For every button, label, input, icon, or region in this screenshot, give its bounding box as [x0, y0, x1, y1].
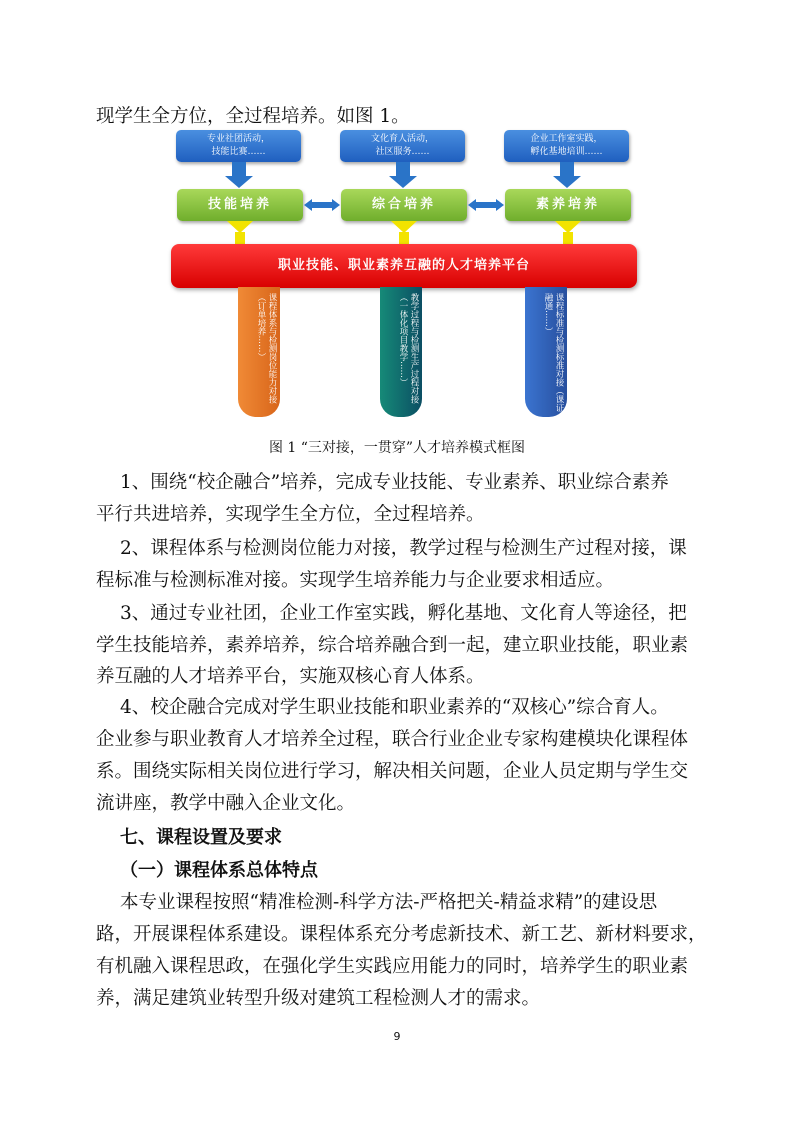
para3-line: 养互融的人才培养平台，实施双核心育人体系。	[96, 666, 485, 687]
para1-line: 平行共进培养，实现学生全方位，全过程培养。	[96, 504, 485, 525]
page-number: 9	[393, 1030, 401, 1043]
activity-text: 企业工作室实践， 孵化基地培训……	[530, 134, 603, 157]
skill-training-box: 技能培养	[177, 189, 303, 221]
para2-line: 2、课程体系与检测岗位能力对接，教学过程与检测生产过程对接，课	[120, 538, 687, 559]
down-arrow-icon	[396, 162, 410, 176]
comprehensive-training-box: 综合培养	[341, 189, 467, 221]
down-arrow-icon	[232, 162, 246, 176]
para1-line: 1、围绕“校企融合”培养，完成专业技能、专业素养、职业综合素养	[120, 472, 669, 493]
activity-text: 专业社团活动， 技能比赛……	[206, 134, 270, 157]
down-arrow-icon	[560, 162, 574, 176]
para5-line: 养，满足建筑业转型升级对建筑工程检测人才的需求。	[96, 988, 541, 1009]
pillar-text: 教学过程与检测生产过程对接（一体化项目教学……）	[398, 293, 419, 404]
pillar-text: 课程体系与检测岗位能力对接（订单培养……）	[256, 293, 277, 404]
pillar-teaching-process	[380, 287, 422, 417]
para4-line: 4、校企融合完成对学生职业技能和职业素养的“双核心”综合育人。	[120, 697, 669, 718]
intro-line: 现学生全方位，全过程培养。如图 1。	[96, 106, 410, 127]
pillar-course-system	[238, 287, 280, 417]
quality-training-box: 素养培养	[505, 189, 631, 221]
double-arrow-icon	[304, 199, 340, 211]
funnel-connector-icon	[555, 221, 581, 245]
activity-box-skill	[176, 130, 301, 162]
activity-box-enterprise	[504, 130, 629, 162]
funnel-connector-icon	[391, 221, 417, 245]
para4-line: 企业参与职业教育人才培养全过程，联合行业企业专家构建模块化课程体	[96, 729, 689, 750]
figure-caption: 图 1 “三对接，一贯穿”人才培养模式框图	[268, 440, 526, 456]
para5-line: 路，开展课程体系建设。课程体系充分考虑新技术、新工艺、新材料要求，	[96, 924, 707, 945]
para4-line: 流讲座，教学中融入企业文化。	[96, 793, 356, 814]
double-arrow-icon	[468, 199, 504, 211]
section-heading: 七、课程设置及要求	[120, 827, 282, 848]
pillar-text: 课程标准与检测标准对接（课证融通……）	[543, 293, 564, 412]
para5-line: 本专业课程按照“精准检测-科学方法-严格把关-精益求精”的建设思	[120, 892, 658, 913]
subsection-heading: （一）课程体系总体特点	[120, 860, 318, 881]
para4-line: 系。围绕实际相关岗位进行学习，解决相关问题，企业人员定期与学生交	[96, 761, 689, 782]
para2-line: 程标准与检测标准对接。实现学生培养能力与企业要求相适应。	[96, 570, 615, 591]
para5-line: 有机融入课程思政，在强化学生实践应用能力的同时，培养学生的职业素	[96, 956, 689, 977]
activity-text: 文化育人活动， 社区服务……	[370, 134, 434, 157]
para3-line: 3、通过专业社团，企业工作室实践，孵化基地、文化育人等途径，把	[120, 603, 687, 624]
activity-box-culture	[340, 130, 465, 162]
funnel-connector-icon	[227, 221, 253, 245]
talent-platform-bar: 职业技能、职业素养互融的人才培养平台	[171, 244, 637, 288]
pillar-course-standard	[525, 287, 567, 417]
para3-line: 学生技能培养，素养培养，综合培养融合到一起，建立职业技能，职业素	[96, 635, 689, 656]
